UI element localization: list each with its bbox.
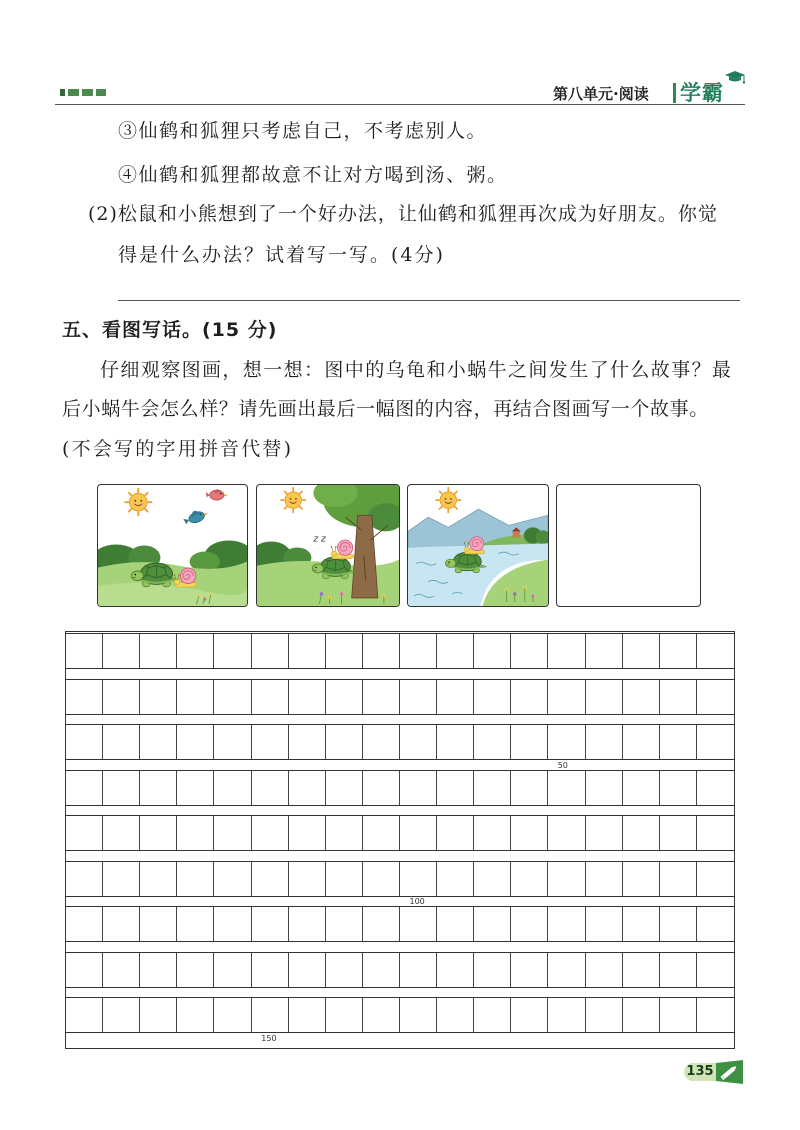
writing-cell[interactable] xyxy=(623,862,660,896)
writing-cell[interactable] xyxy=(437,680,474,714)
writing-cell[interactable] xyxy=(252,771,289,805)
writing-cell[interactable] xyxy=(140,725,177,759)
writing-cell[interactable] xyxy=(252,953,289,987)
writing-cell[interactable] xyxy=(66,907,103,941)
writing-cell[interactable] xyxy=(252,680,289,714)
option-3: ③仙鹤和狐狸只考虑自己，不考虑别人。 xyxy=(118,120,488,142)
writing-cell[interactable] xyxy=(474,634,511,668)
header-mark xyxy=(82,89,93,96)
writing-cell[interactable] xyxy=(103,862,140,896)
writing-cell[interactable] xyxy=(400,862,437,896)
writing-cell[interactable] xyxy=(474,680,511,714)
writing-cell[interactable] xyxy=(660,725,697,759)
sun-icon xyxy=(436,488,461,513)
writing-cell[interactable] xyxy=(363,816,400,850)
writing-cell[interactable] xyxy=(474,771,511,805)
writing-cell[interactable] xyxy=(511,862,548,896)
writing-cell[interactable] xyxy=(177,816,214,850)
writing-cell[interactable] xyxy=(326,771,363,805)
instruction-line-1: 仔细观察图画，想一想：图中的乌龟和小蜗牛之间发生了什么故事？最 xyxy=(100,359,733,381)
sub-question-2-line-1: (2)松鼠和小熊想到了一个好办法，让仙鹤和狐狸再次成为好朋友。你觉 xyxy=(88,203,718,225)
char-count-marker: 50 xyxy=(557,760,568,770)
writing-cell[interactable] xyxy=(697,634,734,668)
writing-cell[interactable] xyxy=(400,680,437,714)
writing-cell[interactable] xyxy=(177,725,214,759)
writing-cell[interactable] xyxy=(214,816,251,850)
writing-cell[interactable] xyxy=(511,907,548,941)
writing-cell[interactable] xyxy=(400,771,437,805)
writing-grid xyxy=(65,631,735,1049)
brand-divider xyxy=(673,83,676,103)
pencil-icon xyxy=(716,1060,743,1084)
grid-row xyxy=(66,997,734,1033)
writing-cell[interactable] xyxy=(363,725,400,759)
writing-cell[interactable] xyxy=(289,725,326,759)
writing-cell[interactable] xyxy=(252,907,289,941)
writing-cell[interactable] xyxy=(326,816,363,850)
writing-cell[interactable] xyxy=(140,862,177,896)
writing-cell[interactable] xyxy=(586,862,623,896)
writing-cell[interactable] xyxy=(400,907,437,941)
grid-row xyxy=(66,906,734,942)
writing-cell[interactable] xyxy=(437,953,474,987)
writing-cell[interactable] xyxy=(252,998,289,1032)
instruction-line-3: (不会写的字用拼音代替) xyxy=(62,438,294,460)
writing-cell[interactable] xyxy=(66,816,103,850)
writing-cell[interactable] xyxy=(177,998,214,1032)
writing-cell[interactable] xyxy=(177,953,214,987)
writing-cell[interactable] xyxy=(177,634,214,668)
bird-icon xyxy=(182,507,210,527)
writing-cell[interactable] xyxy=(586,953,623,987)
writing-cell[interactable] xyxy=(66,953,103,987)
writing-cell[interactable] xyxy=(363,907,400,941)
grid-row xyxy=(66,815,734,851)
writing-cell[interactable] xyxy=(697,725,734,759)
writing-cell[interactable] xyxy=(623,998,660,1032)
writing-cell[interactable] xyxy=(140,771,177,805)
writing-cell[interactable] xyxy=(660,771,697,805)
sun-icon xyxy=(125,489,152,516)
writing-cell[interactable] xyxy=(363,680,400,714)
answer-line[interactable] xyxy=(118,300,740,301)
header-rule xyxy=(55,104,745,105)
writing-cell[interactable] xyxy=(660,953,697,987)
writing-cell[interactable] xyxy=(400,953,437,987)
writing-cell[interactable] xyxy=(437,907,474,941)
writing-cell[interactable] xyxy=(586,725,623,759)
writing-cell[interactable] xyxy=(103,907,140,941)
writing-cell[interactable] xyxy=(326,998,363,1032)
writing-cell[interactable] xyxy=(252,725,289,759)
writing-cell[interactable] xyxy=(697,998,734,1032)
writing-cell[interactable] xyxy=(548,725,585,759)
writing-cell[interactable] xyxy=(140,998,177,1032)
char-count-marker: 100 xyxy=(409,897,425,906)
writing-cell[interactable] xyxy=(214,680,251,714)
header-mark xyxy=(60,89,65,96)
header-mark xyxy=(96,89,106,96)
writing-cell[interactable] xyxy=(586,816,623,850)
writing-cell[interactable] xyxy=(326,907,363,941)
writing-cell[interactable] xyxy=(511,725,548,759)
writing-cell[interactable] xyxy=(511,771,548,805)
writing-cell[interactable] xyxy=(474,862,511,896)
writing-cell[interactable] xyxy=(548,634,585,668)
snail xyxy=(331,540,354,559)
writing-cell[interactable] xyxy=(140,907,177,941)
writing-cell[interactable] xyxy=(697,907,734,941)
writing-cell[interactable] xyxy=(586,680,623,714)
writing-cell[interactable] xyxy=(66,725,103,759)
writing-cell[interactable] xyxy=(214,634,251,668)
writing-cell[interactable] xyxy=(474,816,511,850)
writing-cell[interactable] xyxy=(289,907,326,941)
writing-cell[interactable] xyxy=(623,907,660,941)
writing-cell[interactable] xyxy=(66,680,103,714)
writing-cell[interactable] xyxy=(289,998,326,1032)
writing-cell[interactable] xyxy=(697,771,734,805)
writing-cell[interactable] xyxy=(289,680,326,714)
writing-cell[interactable] xyxy=(66,634,103,668)
writing-cell[interactable] xyxy=(437,634,474,668)
writing-cell[interactable] xyxy=(289,862,326,896)
writing-cell[interactable] xyxy=(214,771,251,805)
writing-cell[interactable] xyxy=(548,907,585,941)
writing-cell[interactable] xyxy=(437,725,474,759)
writing-cell[interactable] xyxy=(511,634,548,668)
drawing-box[interactable] xyxy=(556,484,701,607)
grid-row xyxy=(66,861,734,897)
writing-cell[interactable] xyxy=(103,634,140,668)
writing-cell[interactable] xyxy=(252,634,289,668)
instruction-line-2: 后小蜗牛会怎么样？请先画出最后一幅图的内容，再结合图画写一个故事。 xyxy=(62,398,709,420)
writing-cell[interactable] xyxy=(177,680,214,714)
writing-cell[interactable] xyxy=(437,862,474,896)
writing-cell[interactable] xyxy=(66,862,103,896)
writing-cell[interactable] xyxy=(140,816,177,850)
writing-cell[interactable] xyxy=(660,907,697,941)
writing-cell[interactable] xyxy=(289,953,326,987)
picture-2 xyxy=(256,484,400,607)
writing-cell[interactable] xyxy=(660,998,697,1032)
writing-cell[interactable] xyxy=(474,953,511,987)
writing-cell[interactable] xyxy=(177,771,214,805)
writing-cell[interactable] xyxy=(623,816,660,850)
writing-cell[interactable] xyxy=(623,680,660,714)
writing-cell[interactable] xyxy=(289,771,326,805)
writing-cell[interactable] xyxy=(511,680,548,714)
writing-cell[interactable] xyxy=(548,771,585,805)
writing-cell[interactable] xyxy=(66,998,103,1032)
writing-cell[interactable] xyxy=(586,907,623,941)
writing-cell[interactable] xyxy=(103,680,140,714)
grid-row xyxy=(66,952,734,988)
writing-cell[interactable] xyxy=(140,634,177,668)
writing-cell[interactable] xyxy=(586,771,623,805)
writing-cell[interactable] xyxy=(214,725,251,759)
writing-cell[interactable] xyxy=(140,953,177,987)
writing-cell[interactable] xyxy=(437,998,474,1032)
option-4: ④仙鹤和狐狸都故意不让对方喝到汤、粥。 xyxy=(118,164,508,186)
writing-cell[interactable] xyxy=(326,862,363,896)
writing-cell[interactable] xyxy=(103,816,140,850)
brand-logo: 学霸 xyxy=(680,81,724,105)
writing-cell[interactable] xyxy=(400,998,437,1032)
writing-cell[interactable] xyxy=(214,907,251,941)
writing-cell[interactable] xyxy=(103,953,140,987)
writing-cell[interactable] xyxy=(103,725,140,759)
writing-cell[interactable] xyxy=(623,634,660,668)
writing-cell[interactable] xyxy=(400,634,437,668)
writing-cell[interactable] xyxy=(511,953,548,987)
writing-cell[interactable] xyxy=(511,816,548,850)
writing-cell[interactable] xyxy=(363,634,400,668)
writing-cell[interactable] xyxy=(660,680,697,714)
writing-cell[interactable] xyxy=(363,771,400,805)
writing-cell[interactable] xyxy=(177,862,214,896)
writing-cell[interactable] xyxy=(363,953,400,987)
writing-cell[interactable] xyxy=(660,816,697,850)
picture-1 xyxy=(97,484,248,607)
writing-cell[interactable] xyxy=(326,953,363,987)
writing-cell[interactable] xyxy=(400,816,437,850)
sleep-mark: z z xyxy=(313,534,326,545)
writing-cell[interactable] xyxy=(252,816,289,850)
writing-cell[interactable] xyxy=(326,725,363,759)
writing-cell[interactable] xyxy=(474,998,511,1032)
grid-row xyxy=(66,724,734,760)
writing-cell[interactable] xyxy=(623,725,660,759)
writing-cell[interactable] xyxy=(363,862,400,896)
page-number: 135 xyxy=(684,1063,716,1081)
writing-cell[interactable] xyxy=(697,862,734,896)
writing-cell[interactable] xyxy=(697,680,734,714)
writing-cell[interactable] xyxy=(548,816,585,850)
sub-question-2-line-2: 得是什么办法？试着写一写。(4分) xyxy=(118,244,445,266)
writing-cell[interactable] xyxy=(548,680,585,714)
writing-cell[interactable] xyxy=(548,953,585,987)
writing-cell[interactable] xyxy=(326,680,363,714)
header-mark xyxy=(68,89,79,96)
writing-cell[interactable] xyxy=(289,634,326,668)
writing-cell[interactable] xyxy=(103,998,140,1032)
grid-row xyxy=(66,770,734,806)
writing-cell[interactable] xyxy=(660,634,697,668)
writing-cell[interactable] xyxy=(214,862,251,896)
writing-cell[interactable] xyxy=(289,816,326,850)
writing-cell[interactable] xyxy=(586,998,623,1032)
writing-cell[interactable] xyxy=(586,634,623,668)
writing-cell[interactable] xyxy=(140,680,177,714)
writing-cell[interactable] xyxy=(474,725,511,759)
picture-3 xyxy=(407,484,549,607)
writing-cell[interactable] xyxy=(548,998,585,1032)
writing-cell[interactable] xyxy=(103,771,140,805)
writing-cell[interactable] xyxy=(511,998,548,1032)
unit-title: 第八单元·阅读 xyxy=(553,85,649,103)
sun-icon xyxy=(281,488,306,513)
writing-cell[interactable] xyxy=(214,953,251,987)
writing-cell[interactable] xyxy=(474,907,511,941)
writing-cell[interactable] xyxy=(177,907,214,941)
writing-cell[interactable] xyxy=(660,862,697,896)
grid-row xyxy=(66,679,734,715)
writing-cell[interactable] xyxy=(437,771,474,805)
bird-icon xyxy=(206,489,228,500)
char-count-marker: 150 xyxy=(261,1033,277,1043)
writing-cell[interactable] xyxy=(697,816,734,850)
writing-cell[interactable] xyxy=(697,953,734,987)
writing-cell[interactable] xyxy=(252,862,289,896)
writing-cell[interactable] xyxy=(400,725,437,759)
writing-cell[interactable] xyxy=(66,771,103,805)
grid-row xyxy=(66,633,734,669)
writing-cell[interactable] xyxy=(363,998,400,1032)
writing-cell[interactable] xyxy=(623,953,660,987)
writing-cell[interactable] xyxy=(326,634,363,668)
writing-cell[interactable] xyxy=(623,771,660,805)
writing-cell[interactable] xyxy=(548,862,585,896)
writing-cell[interactable] xyxy=(437,816,474,850)
graduation-cap-icon xyxy=(724,70,746,86)
writing-cell[interactable] xyxy=(214,998,251,1032)
section-5-title: 五、看图写话。(15 分) xyxy=(62,319,278,341)
